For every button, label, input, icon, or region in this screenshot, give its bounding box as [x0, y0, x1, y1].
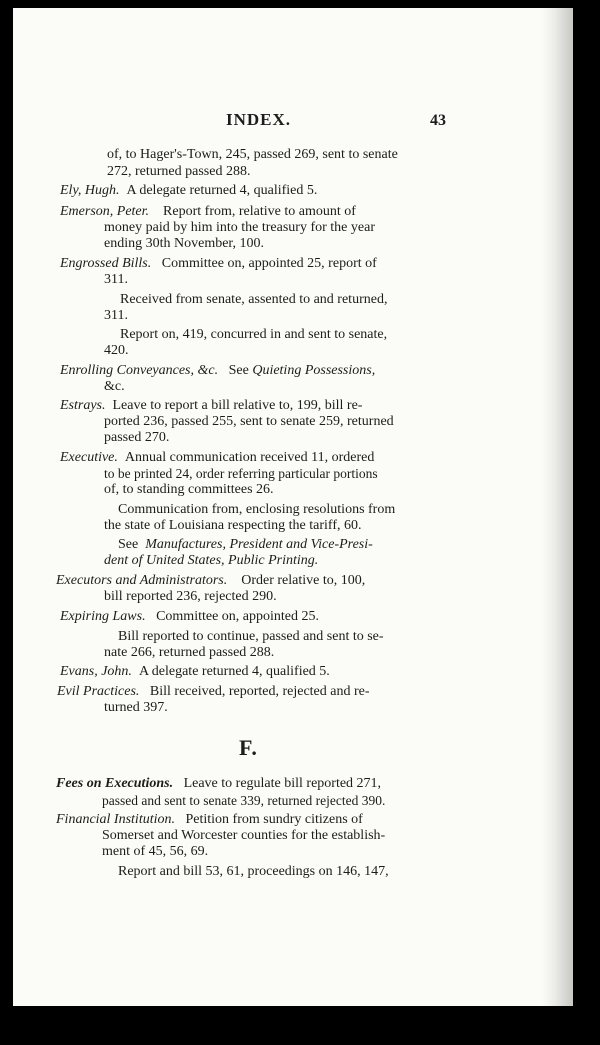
entry-text: Committee on, appointed 25, report of	[161, 256, 377, 271]
index-line: Report on, 419, concurred in and sent to senate,	[120, 327, 388, 342]
index-line: ment of 45, 56, 69.	[102, 844, 209, 859]
index-line: 311.	[104, 272, 128, 287]
index-line: Received from senate, assented to and returned,	[120, 292, 388, 307]
entry-heading: Engrossed Bills.	[60, 256, 152, 271]
index-line: the state of Louisiana respecting the tariff, 60.	[104, 518, 362, 533]
index-line: of, to Hager's-Town, 245, passed 269, sent to senate	[107, 147, 398, 162]
entry-heading: Fees on Executions.	[56, 776, 174, 791]
cross-reference: Quieting Possessions,	[252, 363, 376, 378]
cross-reference: dent of United States, Public Printing.	[104, 553, 319, 568]
index-entry-financial	[56, 812, 363, 828]
see-label: See	[228, 363, 249, 378]
index-entry-emerson	[60, 204, 356, 220]
entry-heading: Executive.	[60, 450, 118, 465]
index-line: passed 270.	[104, 430, 170, 445]
index-line: to be printed 24, order referring particular portions	[104, 466, 378, 481]
index-entry-executors	[56, 573, 365, 589]
index-entry-ely	[60, 183, 317, 199]
page-title: INDEX.	[226, 110, 292, 129]
index-line: ending 30th November, 100.	[104, 236, 265, 251]
index-line: Communication from, enclosing resolutions from	[118, 502, 396, 517]
entry-heading: Enrolling Conveyances, &c.	[60, 363, 219, 378]
index-line: Report and bill 53, 61, proceedings on 146, 147,	[118, 864, 389, 879]
index-line: Somerset and Worcester counties for the establish-	[102, 828, 386, 843]
cross-reference: Manufactures, President and Vice-Presi-	[145, 537, 373, 552]
entry-text: Bill received, reported, rejected and re-	[149, 684, 370, 699]
index-line: passed and sent to senate 339, returned rejected 390.	[102, 793, 386, 808]
entry-heading: Financial Institution.	[56, 812, 175, 827]
page-number: 43	[430, 112, 446, 129]
entry-heading: Ely, Hugh.	[60, 183, 120, 198]
page-gutter-shadow	[542, 8, 573, 1006]
index-line: 311.	[104, 308, 128, 323]
entry-text: A delegate returned 4, qualified 5.	[138, 664, 330, 679]
entry-text: Report from, relative to amount of	[163, 204, 356, 219]
index-line: 272, returned passed 288.	[107, 164, 251, 179]
entry-text: Leave to report a bill relative to, 199, bill re-	[112, 398, 363, 413]
entry-heading: Estrays.	[60, 398, 106, 413]
entry-text: Annual communication received 11, ordered	[124, 450, 375, 465]
index-line: nate 266, returned passed 288.	[104, 645, 275, 660]
book-spine	[573, 0, 600, 1045]
index-line: money paid by him into the treasury for the year	[104, 220, 375, 235]
index-line: 420.	[104, 343, 129, 358]
index-line: Bill reported to continue, passed and sent to se-	[118, 629, 384, 644]
entry-text: A delegate returned 4, qualified 5.	[126, 183, 318, 198]
entry-text: Leave to regulate bill reported 271,	[183, 776, 382, 791]
entry-text: Committee on, appointed 25.	[156, 609, 319, 624]
entry-heading: Emerson, Peter.	[60, 204, 150, 219]
index-line: turned 397.	[104, 700, 168, 715]
index-see-line	[118, 537, 373, 553]
index-line: of, to standing committees 26.	[104, 482, 274, 497]
index-entry-executive	[60, 450, 374, 466]
index-line: &c.	[104, 379, 125, 394]
entry-text: Petition from sundry citizens of	[185, 812, 363, 827]
entry-heading: Expiring Laws.	[60, 609, 146, 624]
index-entry-expiring-laws	[60, 609, 319, 625]
index-entry-engrossed-bills	[60, 256, 377, 272]
see-label: See	[118, 537, 139, 552]
index-entry-evans	[60, 664, 330, 680]
index-entry-fees	[56, 776, 381, 792]
section-letter: F.	[239, 735, 258, 760]
entry-heading: Executors and Administrators.	[56, 573, 228, 588]
index-entry-estrays	[60, 398, 362, 414]
entry-heading: Evil Practices.	[57, 684, 140, 699]
index-entry-enrolling	[60, 363, 375, 379]
index-entry-evil-practices	[57, 684, 370, 700]
index-line: ported 236, passed 255, sent to senate 259, returned	[104, 414, 394, 429]
index-line: bill reported 236, rejected 290.	[104, 589, 277, 604]
entry-heading: Evans, John.	[60, 664, 132, 679]
entry-text: Order relative to, 100,	[241, 573, 366, 588]
